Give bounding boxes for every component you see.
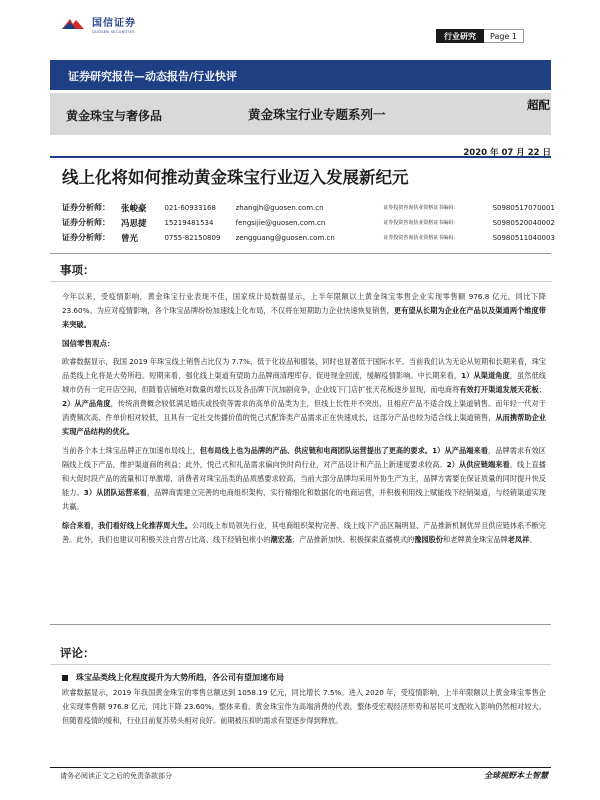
text-run: ； <box>538 385 546 394</box>
divider <box>50 281 551 282</box>
text-run: ，品牌需求有效区隔线上线下产品，维护渠道商的利益；此外，悦己式和礼品需求偏向快时尚行业，对产品设计和产品上新速度要求较高。 <box>62 446 546 469</box>
guosen-logo-icon <box>60 15 86 33</box>
analyst-role: 证券分析师： <box>62 233 110 242</box>
divider <box>50 624 551 625</box>
analyst-cert-label: 证券投资咨询执业资格证书编码： <box>383 235 459 241</box>
series-name: 黄金珠宝行业专题系列一 <box>248 107 386 122</box>
divider <box>50 664 551 665</box>
analyst-row <box>62 200 562 215</box>
text-run-bold: 3）从团队运营来看 <box>83 488 147 497</box>
text-run-bold: 1）从渠道角度 <box>461 371 510 380</box>
text-run-bold: 从而携帮助企业实现产品结构的优化。 <box>62 413 546 436</box>
disclaimer-note: 请务必阅读正文之后的免责条款部分 <box>60 772 172 780</box>
analyst-name: 冯思捷 <box>121 218 147 229</box>
analyst-name: 曾光 <box>121 233 139 244</box>
analyst-row <box>62 215 562 230</box>
analyst-cert-label: 证券投资咨询执业资格证书编码： <box>383 220 459 226</box>
text-run: 和老牌黄金珠宝品牌 <box>443 535 508 544</box>
events-label: 事项： <box>60 263 95 277</box>
events-paragraph <box>62 355 546 439</box>
analyst-cert: S0980520040002 <box>492 218 555 227</box>
analyst-phone: 15219481534 <box>164 218 214 227</box>
text-run: 今年以来，受疫情影响，黄金珠宝行业表现不佳，国家统计局数据显示，上半年限额以上黄金珠宝零售企业实现零售额 976.8 亿元，同比下降 23.60%。为应对疫情影响，各个珠宝品牌纷纷加速线上化布局，不仅将在短期助力企业快速恢复销售， <box>62 292 546 315</box>
date-bar <box>50 146 551 158</box>
analyst-role: 证券分析师： <box>62 218 110 227</box>
events-paragraph <box>62 519 546 547</box>
sector-tag: 行业研究 <box>436 29 484 43</box>
footer-slogan: 全球视野本土智慧 <box>484 771 548 780</box>
text-run: ，线上直播和大促时段产品的流量和订单激增，消费者对珠宝品类的品质感要求较高，当前大部分品牌均采用外协生产为主，品牌方需要在保证质量的同时提升快反能力。 <box>62 460 546 497</box>
text-run-bold: 更有望从长期为企业在产品以及渠道两个维度带来突破。 <box>62 306 546 329</box>
analyst-list <box>62 200 562 245</box>
analyst-role: 证券分析师： <box>62 203 110 212</box>
text-run-bold: 老凤祥 <box>507 535 530 544</box>
comment-bullet <box>62 672 284 683</box>
text-run-bold: 2）从产品角度 <box>62 399 111 408</box>
bullet-square-icon <box>62 675 68 681</box>
text-run: 公司线上布局领先行业，其电商组织架构完善、线上线下产品区隔明显、产品推新机制优异且供应链体系不断完善。此外，我们也建议可积极关注自营占比高、线下经销包袱小的 <box>62 521 546 544</box>
sector-name: 黄金珠宝与奢侈品 <box>66 109 163 123</box>
page-label: Page 1 <box>484 29 524 43</box>
analyst-phone: 0755-82150809 <box>164 233 221 242</box>
text-run: ，品牌商需建立完善的电商组织架构，实行精细化和数据化的电商运营，并积极利用线上赋能线下经销渠道，与经销渠道实现共赢。 <box>62 488 546 511</box>
text-run-bold: 豫园股份 <box>414 535 443 544</box>
brand-logo <box>60 14 136 34</box>
analyst-cert-label: 证券投资咨询执业资格证书编码： <box>383 205 459 211</box>
text-run-bold: 有效打开渠道发展天花板 <box>459 385 539 394</box>
events-paragraph <box>62 290 546 332</box>
analyst-cert: S0980511040003 <box>492 233 555 242</box>
comment-paragraph: 欧睿数据显示，2019 年我国黄金珠宝的零售总额达到 1058.19 亿元，同比增长 7.5%。进入 2020 年，受疫情影响，上半年限额以上黄金珠宝零售企业实现零售额 976.8 亿元，同比下降 23.60%。整体来看，黄金珠宝作为高端消费的代表，整体受宏观经济形势和居民可支配收入影响仍然相对较大。但随着疫情的缓和，行业目前复苏势头相对良好。前期被压抑的需求有望逐步得到释放。 <box>62 688 546 725</box>
text-run: ，传统消费概念较低满足婚庆或投资等需求的高单价品类为主，但线上长性并不突出，且相应产品不适合线上渠道销售。而年轻一代对于消费频次高、件单价相对较低，且具有一定社交传播价值的悦己式配饰类产品需求正在快速成长，这部分产品也较为适合线上渠道销售， <box>62 399 546 422</box>
analyst-email[interactable]: fengsijie@guosen.com.cn <box>235 218 326 227</box>
text-run: ；产品推新加快、积极探索直播模式的 <box>292 535 415 544</box>
text-run: 欧睿数据显示，我国 2019 年珠宝线上销售占比仅为 7.7%，低于化妆品和服装，同时也显著低于国际水平。当前我们认为无论从短期和长期来看，珠宝品类线上化将是大势所趋。短期来看，强化线上渠道有望助力品牌商清理库存、促进现金回流，缓解疫情影响。中长期来看， <box>62 357 546 380</box>
report-type: 证券研究报告—动态报告/行业快评 <box>68 70 238 83</box>
text-run-bold: 潮宏基 <box>270 535 293 544</box>
analyst-email[interactable]: zengguang@guosen.com.cn <box>235 233 335 242</box>
analyst-phone: 021-60933168 <box>164 203 216 212</box>
text-run-bold: 但布局线上也为品牌的产品、供应链和电商团队运营提出了更高的要求。1）从产品端来看 <box>199 446 488 455</box>
report-date: 2020 年 07 月 22 日 <box>463 148 551 158</box>
page-title: 线上化将如何推动黄金珠宝行业迈入发展新纪元 <box>62 168 409 187</box>
analyst-row <box>62 230 562 245</box>
analyst-cert: S0980517070001 <box>492 203 555 212</box>
analyst-email[interactable]: zhangjh@guosen.com.cn <box>235 203 324 212</box>
brand-name-cn: 国信证券 <box>92 18 136 29</box>
text-run-bold: 2）从供应链端来看 <box>446 460 510 469</box>
events-paragraph <box>62 444 546 514</box>
comment-label: 评论： <box>60 646 95 660</box>
footer-divider <box>50 767 551 768</box>
header-badge <box>436 29 524 43</box>
view-heading: 国信零售观点： <box>62 339 115 348</box>
text-run-bold: 综合来看，我们看好线上化推荐周大生。 <box>62 521 193 530</box>
rating: 超配 <box>527 98 550 112</box>
comment-bullet-text: 珠宝品类线上化程度提升为大势所趋，各公司有望加速布局 <box>76 673 284 682</box>
brand-name-en: GUOSEN SECURITIES <box>92 30 135 34</box>
analyst-name: 张峻豪 <box>121 203 147 214</box>
text-run: 。 <box>529 535 537 544</box>
comment-body <box>62 686 546 733</box>
text-run: 当前各个本土珠宝品牌正在加速布局线上， <box>62 446 200 455</box>
events-body <box>62 290 546 552</box>
divider <box>50 253 551 254</box>
text-run: ，虽然低线城市仍有一定开店空间，但随着店铺绝对数量的增长以及各品牌下沉加剧竞争，企业线下门店扩张天花板逐步显现，而电商将 <box>62 371 546 394</box>
